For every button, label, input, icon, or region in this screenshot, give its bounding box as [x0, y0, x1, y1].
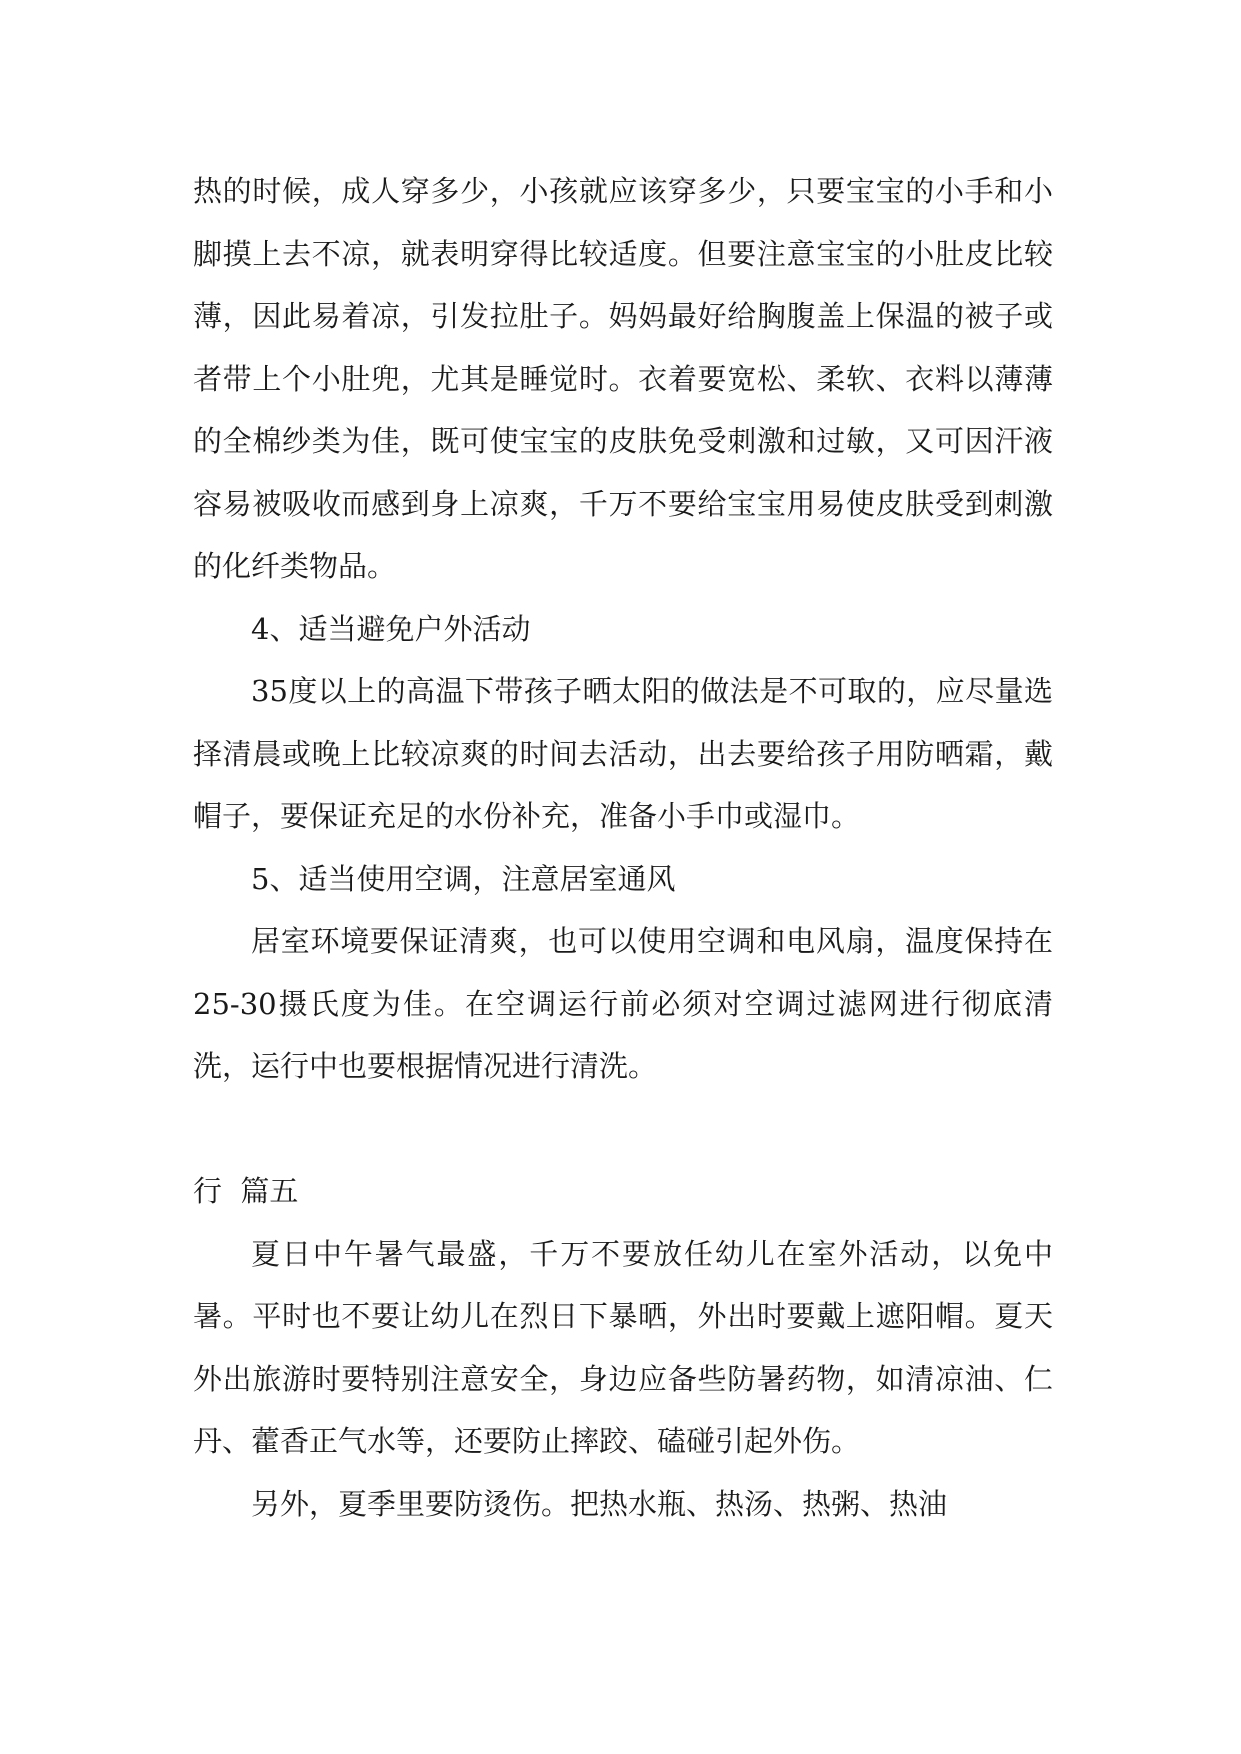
heading-air-conditioning: 5、适当使用空调，注意居室通风	[251, 861, 676, 896]
document-body	[193, 160, 1053, 1535]
section-gap	[193, 1098, 1053, 1161]
paragraph-continuation: 热的时候，成人穿多少，小孩就应该穿多少，只要宝宝的小手和小脚摸上去不凉，就表明穿得比较适度。但要注意宝宝的小肚皮比较薄，因此易着凉，引发拉肚子。妈妈最好给胸腹盖上保温的被子或者带上个小肚兜，尤其是睡觉时。衣着要宽松、柔软、衣料以薄薄的全棉纱类为佳，既可使宝宝的皮肤免受刺激和过敏，又可因汗液容易被吸收而感到身上凉爽，千万不要给宝宝用易使皮肤受到刺激的化纤类物品。	[193, 174, 1053, 583]
heading-outdoor-activity: 4、适当避免户外活动	[251, 611, 531, 646]
paragraph-summer-noon: 夏日中午暑气最盛，千万不要放任幼儿在室外活动，以免中暑。平时也不要让幼儿在烈日下暴晒，外出时要戴上遮阳帽。夏天外出旅游时要特别注意安全，身边应备些防暑药物，如清凉油、仁丹、藿香正气水等，还要防止摔跤、磕碰引起外伤。	[193, 1236, 1053, 1458]
paragraph-burn-prevention: 另外，夏季里要防烫伤。把热水瓶、热汤、热粥、热油	[251, 1486, 948, 1521]
paragraph-outdoor-activity: 35度以上的高温下带孩子晒太阳的做法是不可取的，应尽量选择清晨或晚上比较凉爽的时间去活动，出去要给孩子用防晒霜，戴帽子，要保证充足的水份补充，准备小手巾或湿巾。	[193, 674, 1053, 833]
paragraph-air-conditioning: 居室环境要保证清爽，也可以使用空调和电风扇，温度保持在25-30摄氏度为佳。在空调运行前必须对空调过滤网进行彻底清洗，运行中也要根据情况进行清洗。	[193, 924, 1053, 1083]
section-title: 行 篇五	[193, 1174, 299, 1208]
